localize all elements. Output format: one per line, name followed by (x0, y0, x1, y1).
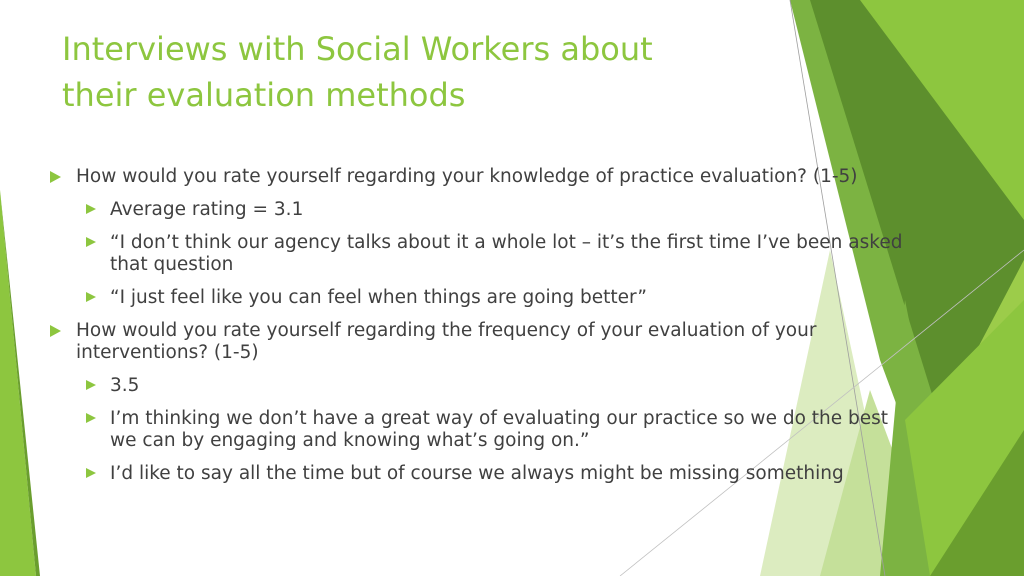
sub-bullet-text: “I just feel like you can feel when things are going better” (110, 287, 648, 308)
sub-bullet-text: I’d like to say all the time but of course we always might be missing something (110, 463, 844, 484)
sub-bullet-quote-practice (48, 408, 908, 452)
bullet-arrow-icon (50, 325, 61, 337)
sub-bullet-quote-feel (48, 287, 908, 309)
bullet-arrow-icon (86, 237, 96, 247)
slide-title-line-2: their evaluation methods (62, 76, 466, 114)
bullet-knowledge-question (48, 166, 908, 188)
slide-title (62, 26, 762, 118)
sub-bullet-quote-missing (48, 463, 908, 485)
sub-bullet-rating (48, 375, 908, 397)
sub-bullet-text: I’m thinking we don’t have a great way of evaluating our practice so we do the best we can by engaging and knowing what’s going on.” (110, 408, 889, 451)
bullet-text: How would you rate yourself regarding your knowledge of practice evaluation? (1-5) (76, 166, 858, 187)
sub-bullet-average-rating (48, 199, 908, 221)
slide-body (48, 166, 908, 496)
bullet-arrow-icon (86, 204, 96, 214)
bullet-arrow-icon (50, 171, 61, 183)
sub-bullet-text: “I don’t think our agency talks about it a whole lot – it’s the first time I’ve been asked that question (110, 232, 903, 275)
sub-bullet-text: Average rating = 3.1 (110, 199, 304, 220)
bullet-arrow-icon (86, 413, 96, 423)
bullet-frequency-question (48, 320, 908, 364)
bullet-arrow-icon (86, 292, 96, 302)
bullet-arrow-icon (86, 468, 96, 478)
sub-bullet-text: 3.5 (110, 375, 140, 396)
sub-bullet-quote-agency (48, 232, 908, 276)
bullet-arrow-icon (86, 380, 96, 390)
slide-title-line-1: Interviews with Social Workers about (62, 30, 653, 68)
bullet-text: How would you rate yourself regarding the frequency of your evaluation of your interventions? (1-5) (76, 320, 817, 363)
